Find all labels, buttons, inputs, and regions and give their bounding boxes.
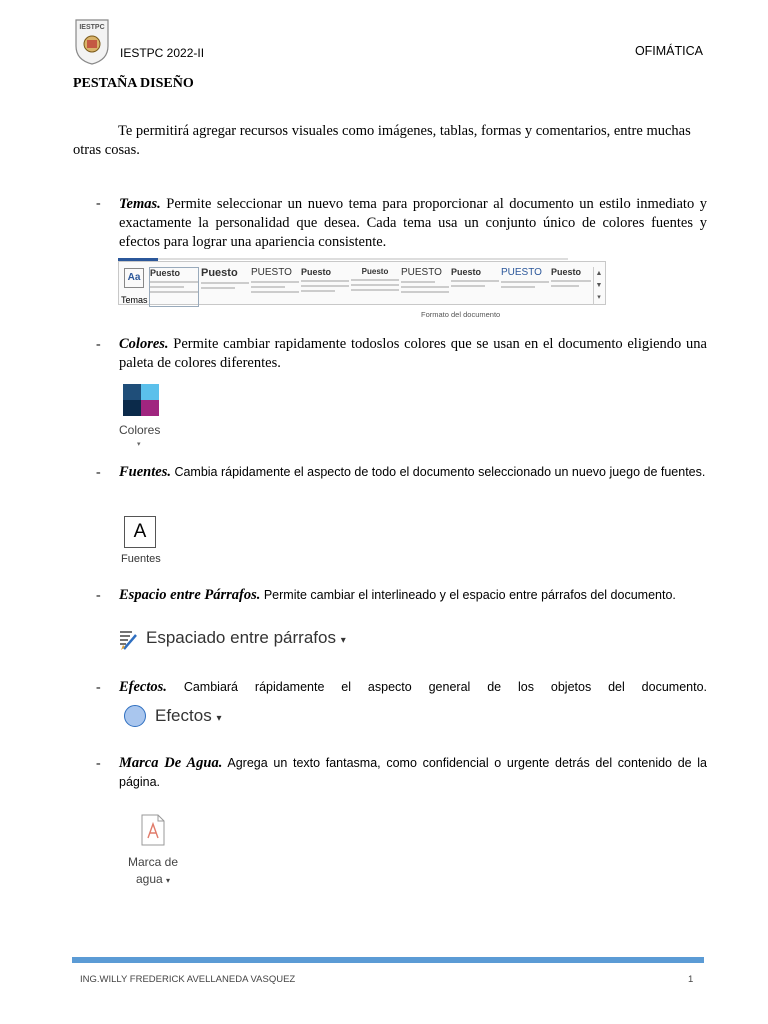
color-swatch (141, 384, 159, 400)
footer-bar (72, 957, 704, 963)
item-text: Permite seleccionar un nuevo tema para proporcionar al documento un estilo inmediato y exactamente la personalidad que desea. Cada tema usa un conjunto único de colores fuentes y efectos para lograr una apariencia consistente. (119, 196, 707, 250)
font-icon: A (124, 516, 156, 548)
list-dash: - (96, 465, 101, 480)
gallery-topline (118, 258, 568, 260)
list-item-colores (119, 335, 707, 373)
item-term: Temas. (119, 196, 161, 212)
theme-thumbnail[interactable]: Puesto (301, 267, 349, 305)
item-text: Agrega un texto fantasma, como confidencial o urgente detrás del contenido de la página. (119, 756, 708, 789)
chevron-down-icon: ▾ (340, 635, 346, 646)
list-item-marca (119, 754, 707, 792)
item-text: Cambia rápidamente el aspecto de todo el documento seleccionado un nuevo juego de fuentes. (170, 465, 706, 479)
theme-thumbnail[interactable]: Puesto (451, 267, 499, 305)
effects-icon (124, 705, 146, 727)
marca-label: Marca de agua ▾ (127, 855, 179, 886)
footer-author: ING.WILLY FREDERICK AVELLANEDA VASQUEZ (80, 974, 296, 985)
theme-thumbnail[interactable]: Puesto (551, 267, 591, 305)
item-term: Efectos. (119, 679, 167, 695)
theme-thumbnail[interactable]: PUESTO (401, 267, 449, 305)
page-number: 1 (688, 974, 694, 985)
logo-text: IESTPC (79, 24, 105, 31)
theme-thumbnail[interactable]: Puesto (351, 267, 399, 305)
item-term: Marca De Agua. (119, 755, 223, 771)
marca-de-agua-button[interactable] (120, 812, 190, 892)
theme-thumbnail[interactable]: Puesto (149, 267, 199, 307)
item-term: Fuentes. (119, 464, 171, 480)
list-dash: - (96, 680, 101, 695)
list-dash: - (96, 337, 101, 352)
theme-thumbnail[interactable]: PUESTO (251, 267, 299, 305)
list-item-espacio (119, 586, 707, 605)
item-text: Cambiará rápidamente el aspecto general de los objetos del documento. (166, 680, 707, 694)
color-swatch (141, 400, 159, 416)
fuentes-label: Fuentes (121, 553, 161, 565)
themes-button-label: Temas (121, 295, 148, 305)
espaciado-label: Espaciado entre párrafos ▾ (146, 628, 346, 647)
intro-paragraph: Te permitirá agregar recursos visuales como imágenes, tablas, formas y comentarios, entre muchas otras cosas. (73, 123, 691, 158)
chevron-down-icon: ▾ (137, 440, 141, 448)
gallery-scroll-buttons[interactable]: ▲ ▼ ▾ (593, 267, 604, 305)
color-swatch (123, 400, 141, 416)
item-text: Permite cambiar el interlineado y el espacio entre párrafos del documento. (260, 588, 676, 602)
themes-gallery (118, 258, 606, 318)
colores-button[interactable] (117, 380, 167, 450)
page-title: PESTAÑA DISEÑO (73, 76, 194, 91)
themes-strip (118, 261, 606, 305)
efectos-label: Efectos ▾ (155, 706, 222, 725)
list-item-temas (119, 195, 707, 252)
item-term: Espacio entre Párrafos. (119, 587, 261, 603)
chevron-down-icon: ▾ (166, 876, 171, 885)
themes-button[interactable] (121, 267, 147, 307)
item-text: Permite cambiar rapidamente todoslos colores que se usan en el documento eligiendo una paleta de colores diferentes. (119, 336, 707, 371)
header-institution: IESTPC 2022-II (120, 46, 205, 60)
espaciado-button[interactable] (118, 627, 358, 651)
theme-thumbnail[interactable]: PUESTO (501, 267, 549, 305)
colores-label: Colores (119, 423, 161, 437)
chevron-down-icon: ▾ (216, 713, 222, 724)
list-dash: - (96, 196, 101, 211)
header-course: OFIMÁTICA (634, 44, 703, 58)
theme-thumbnail[interactable]: Puesto (201, 267, 249, 305)
list-item-efectos (119, 678, 707, 697)
paragraph-spacing-icon (118, 629, 140, 651)
efectos-button[interactable] (124, 705, 234, 731)
gallery-caption: Formato del documento (421, 310, 501, 319)
fuentes-button[interactable] (120, 516, 166, 570)
watermark-icon (140, 814, 166, 846)
color-swatch (123, 384, 141, 400)
item-term: Colores. (119, 336, 169, 352)
institution-logo (72, 16, 112, 66)
list-item-fuentes (119, 463, 707, 482)
list-dash: - (96, 588, 101, 603)
themes-icon: Aa (124, 268, 144, 288)
list-dash: - (96, 756, 101, 771)
